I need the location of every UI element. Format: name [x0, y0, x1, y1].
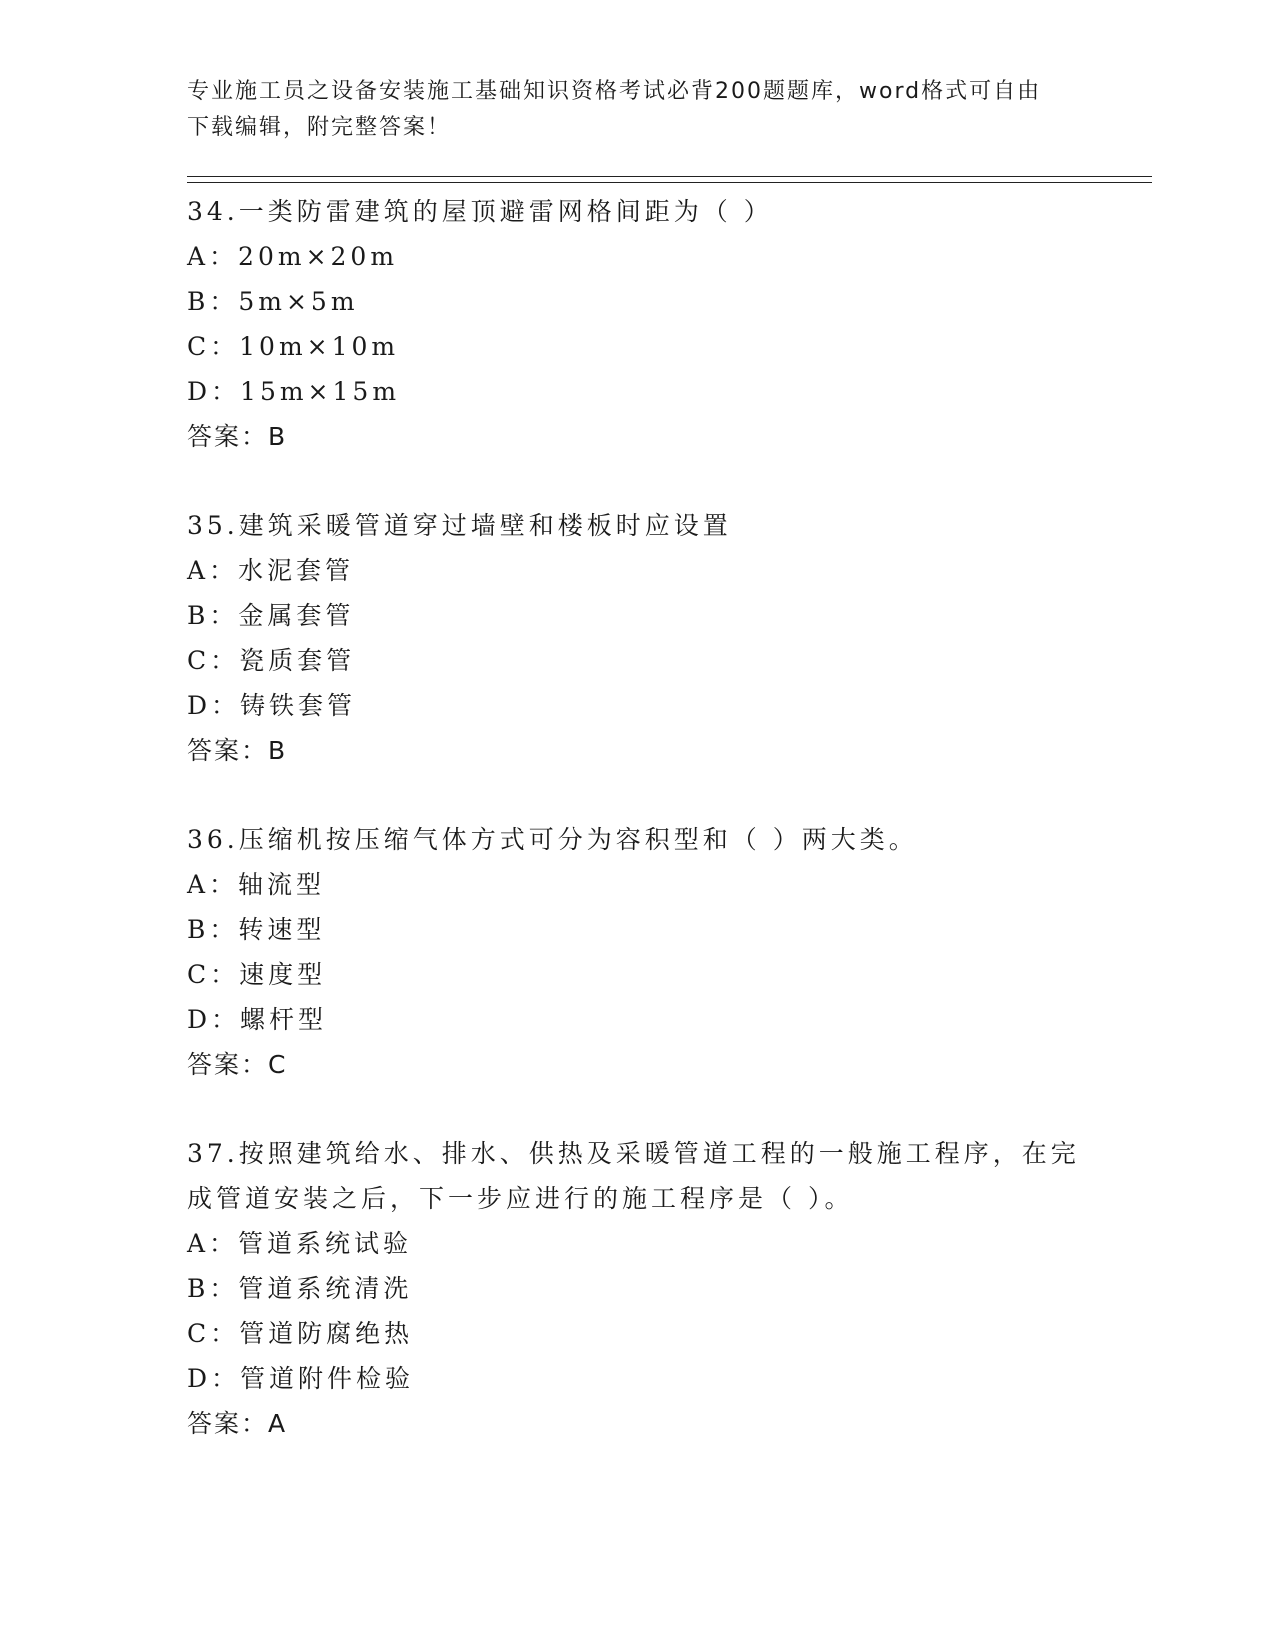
question-list [187, 189, 1087, 1490]
option-d: D：15m×15m [187, 377, 401, 406]
option-c: C：速度型 [187, 960, 327, 989]
option-d: D：螺杆型 [187, 1005, 328, 1034]
option-a: A：轴流型 [187, 870, 326, 899]
option-c: C：管道防腐绝热 [187, 1319, 414, 1348]
header-line-1: 专业施工员之设备安装施工基础知识资格考试必背200题题库，word格式可自由 [187, 79, 1042, 104]
question-37 [187, 1131, 1087, 1446]
answer: 答案：B [187, 736, 288, 765]
option-d: D：铸铁套管 [187, 691, 357, 720]
option-a: A：水泥套管 [187, 556, 355, 585]
answer: 答案：B [187, 422, 288, 451]
answer: 答案：A [187, 1409, 288, 1438]
option-b: B：转速型 [187, 915, 326, 944]
question-36 [187, 817, 1087, 1087]
question-text-line-2: 成管道安装之后，下一步应进行的施工程序是（ ）。 [187, 1184, 854, 1213]
option-c: C：瓷质套管 [187, 646, 356, 675]
option-a: A：20m×20m [187, 242, 399, 271]
question-34 [187, 189, 1087, 459]
question-text: 36.压缩机按压缩气体方式可分为容积型和（ ）两大类。 [187, 825, 918, 854]
header-line-2: 下载编辑，附完整答案！ [187, 115, 452, 140]
header-divider-bottom [187, 182, 1152, 183]
option-b: B：5m×5m [187, 287, 359, 316]
option-b: B：金属套管 [187, 601, 355, 630]
document-header [187, 74, 1067, 146]
option-b: B：管道系统清洗 [187, 1274, 413, 1303]
header-divider-top [187, 176, 1152, 177]
question-text: 35.建筑采暖管道穿过墙壁和楼板时应设置 [187, 511, 732, 540]
option-d: D：管道附件检验 [187, 1364, 415, 1393]
question-text-line-1: 37.按照建筑给水、排水、供热及采暖管道工程的一般施工程序，在完 [187, 1139, 1080, 1168]
question-35 [187, 503, 1087, 773]
option-a: A：管道系统试验 [187, 1229, 413, 1258]
option-c: C：10m×10m [187, 332, 400, 361]
answer: 答案：C [187, 1050, 288, 1079]
question-text: 34.一类防雷建筑的屋顶避雷网格间距为（ ） [187, 197, 773, 226]
